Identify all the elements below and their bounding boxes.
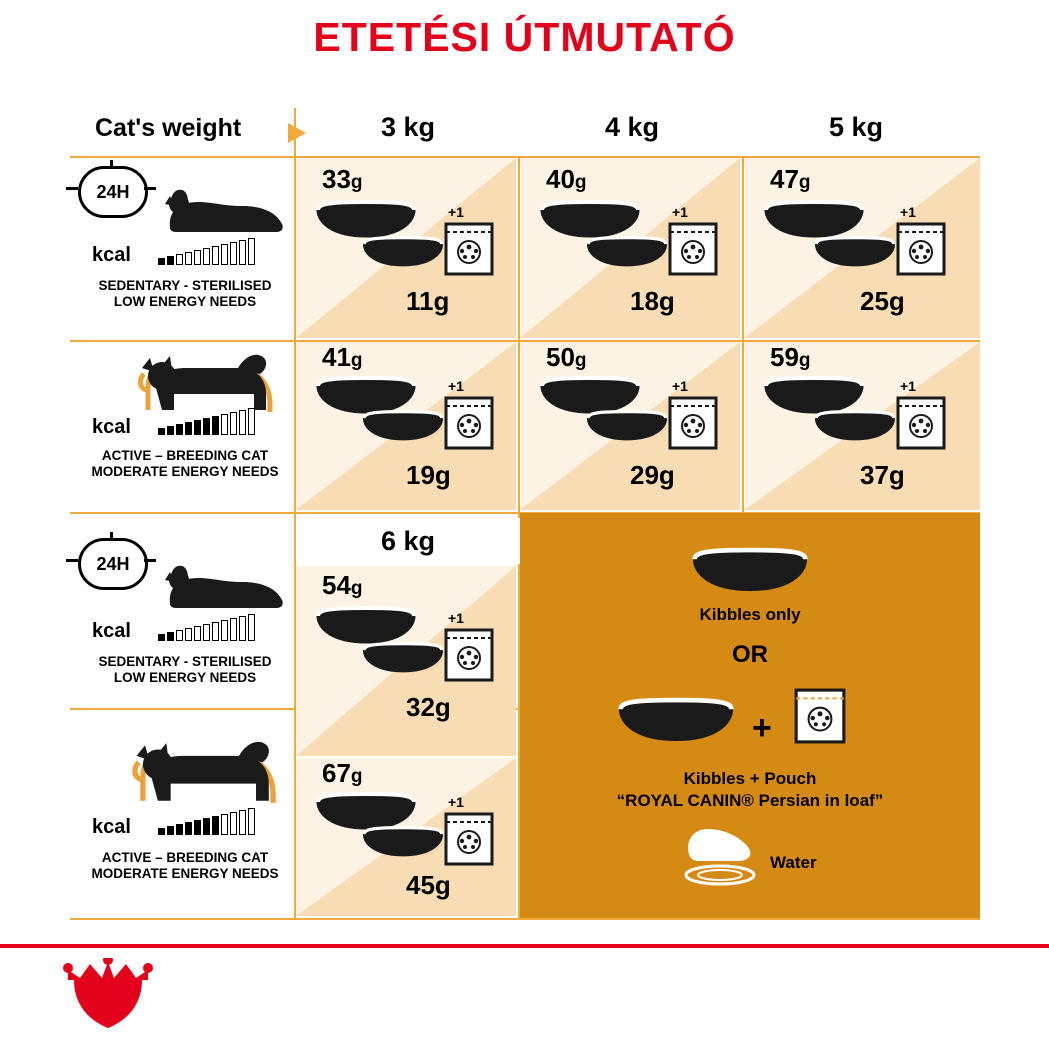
cat-lying-icon [158,556,288,614]
legend-panel [520,513,980,918]
serving-cell [744,158,980,338]
pouch-icon [442,220,496,278]
kibble-bowl-icon [812,236,898,270]
row-desc-line2: MODERATE ENERGY NEEDS [91,866,279,881]
energy-bars [158,238,257,265]
energy-bars [158,408,257,435]
kibble-amount: 40g [546,164,587,194]
kibble-amount: 67g [322,758,363,788]
kibble-bowl-icon [812,410,898,444]
kcal-label: kcal [92,816,131,838]
kibble-amount: 50g [546,342,587,372]
pouch-icon [894,394,948,452]
pouch-icon [442,810,496,868]
feeding-table [70,108,980,918]
serving-cell [296,342,516,510]
row-desc-line2: LOW ENERGY NEEDS [113,294,257,309]
weight-col-6kg: 6 kg [296,518,520,564]
plus-one-label: +1 [448,794,464,810]
energy-bars [158,808,257,835]
row-desc-line1: ACTIVE – BREEDING CAT [101,850,269,865]
kibble-bowl-icon [360,410,446,444]
row-desc-line1: ACTIVE – BREEDING CAT [101,448,269,463]
row-label-sedentary-bottom [70,514,292,706]
kibble-bowl-icon [584,236,670,270]
plus-one-label: +1 [448,610,464,626]
legend-kibbles-pouch-line2: “ROYAL CANIN® Persian in loaf” [616,791,884,810]
row-desc-line1: SEDENTARY - STERILISED [98,654,272,669]
cat-lying-icon [158,180,288,238]
pouch-icon [666,220,720,278]
cats-weight-label: Cat's weight [95,114,242,142]
cat-walking-icon [128,730,288,816]
clock-24h-icon [78,166,148,218]
page-title: ETETÉSI ÚTMUTATÓ [313,14,736,60]
clock-label: 24H [96,181,130,202]
serving-cell [520,342,740,510]
kibble-bowl-icon [584,410,670,444]
pouch-amount: 19g [406,460,451,490]
plus-one-label: +1 [900,378,916,394]
kibble-bowl-icon [616,697,736,747]
plus-one-label: +1 [900,204,916,220]
water-bowl-icon [668,823,778,889]
pouch-amount: 11g [406,286,450,316]
clock-label: 24H [96,553,130,574]
kibble-amount: 41g [322,342,363,372]
pouch-icon [894,220,948,278]
kibble-bowl-icon [360,236,446,270]
serving-cell [744,342,980,510]
plus-one-label: +1 [448,204,464,220]
pouch-icon [792,685,848,747]
plus-one-label: +1 [448,378,464,394]
serving-cell [296,158,516,338]
plus-sign: + [752,709,772,747]
pouch-icon [666,394,720,452]
kibble-amount: 33g [322,164,363,194]
table-header [70,108,980,156]
serving-cell [296,566,516,756]
row-label-active-bottom [70,710,292,916]
weight-col-4kg: 4 kg [604,112,660,142]
kibble-bowl-icon [360,826,446,860]
royal-canin-crown-icon [62,958,154,1032]
kibble-amount: 47g [770,164,811,194]
pouch-amount: 45g [406,870,451,900]
legend-kibbles-only: Kibbles only [699,605,801,624]
weight-col-3kg: 3 kg [380,112,436,142]
pouch-amount: 25g [860,286,905,316]
row-label-sedentary-top [70,158,292,338]
legend-kibbles-pouch-line1: Kibbles + Pouch [683,769,817,788]
kcal-label: kcal [92,244,131,266]
pouch-icon [442,394,496,452]
row-label-active-top [70,342,292,510]
serving-cell [520,158,740,338]
serving-cell [296,758,516,916]
footer-divider [0,944,1049,948]
weight-col-5kg: 5 kg [828,112,884,142]
pouch-amount: 18g [630,286,675,316]
legend-or: OR [732,641,768,668]
legend-water: Water [770,853,817,872]
energy-bars [158,614,257,641]
kibble-amount: 59g [770,342,811,372]
pouch-icon [442,626,496,684]
kibble-bowl-icon [360,642,446,676]
divider [70,918,980,920]
pouch-amount: 29g [630,460,675,490]
kibble-amount: 54g [322,570,363,600]
clock-24h-icon [78,538,148,590]
plus-one-label: +1 [672,378,688,394]
plus-one-label: +1 [672,204,688,220]
kcal-label: kcal [92,416,131,438]
row-desc-line2: MODERATE ENERGY NEEDS [91,464,279,479]
pouch-amount: 32g [406,692,451,722]
row-desc-line2: LOW ENERGY NEEDS [113,670,257,685]
row-desc-line1: SEDENTARY - STERILISED [98,278,272,293]
pouch-amount: 37g [860,460,905,490]
kibble-bowl-icon [690,547,810,597]
kcal-label: kcal [92,620,131,642]
